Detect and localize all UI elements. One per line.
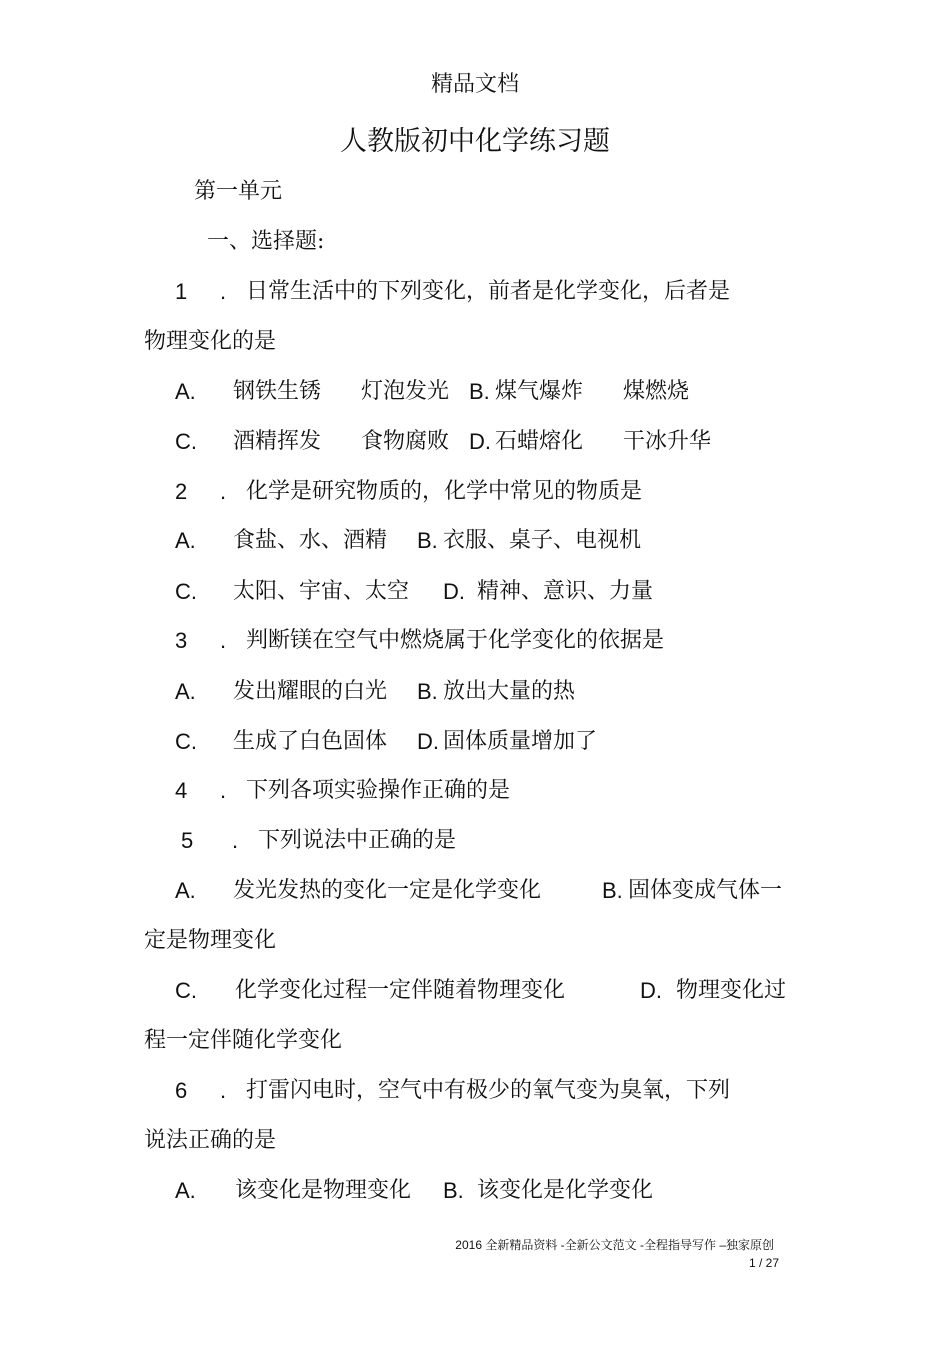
q5-option-d-text-cont: 程一定伴随化学变化 [144, 1028, 343, 1053]
q3-option-c-label: C. [175, 729, 197, 754]
q5-option-b-text-cont: 定是物理变化 [144, 928, 277, 953]
q4-number: 4 [175, 778, 188, 803]
section-heading: 一、选择题: [207, 229, 325, 254]
q4-text: 下列各项实验操作正确的是 [246, 778, 511, 803]
q3-option-d-label: D. [417, 729, 439, 754]
q2-option-d-label: D. [443, 579, 465, 604]
q1-option-b-text2: 煤燃烧 [623, 379, 690, 404]
unit-heading: 第一单元 [194, 179, 283, 204]
q2-option-c-label: C. [175, 579, 197, 604]
q1-option-c-label: C. [175, 429, 197, 454]
q2-option-d-text: 精神、意识、力量 [477, 579, 654, 604]
q1-option-a-text2: 灯泡发光 [361, 379, 450, 404]
q3-option-a-label: A. [175, 679, 196, 704]
q6-option-b-text: 该变化是化学变化 [477, 1178, 654, 1203]
q5-option-b-label: B. [602, 878, 623, 903]
q5-option-d-text: 物理变化过 [676, 978, 787, 1003]
q3-option-d-text: 固体质量增加了 [443, 729, 598, 754]
q3-option-c-text: 生成了白色固体 [233, 729, 388, 754]
q3-text: 判断镁在空气中燃烧属于化学变化的依据是 [246, 628, 665, 653]
q2-option-b-label: B. [417, 528, 438, 553]
q5-option-a-label: A. [175, 878, 196, 903]
q2-dot: . [220, 479, 227, 504]
q6-text-cont: 说法正确的是 [144, 1128, 277, 1153]
q1-option-c-text1: 酒精挥发 [233, 429, 322, 454]
q1-option-d-label: D. [469, 429, 491, 454]
q1-option-d-text2: 干冰升华 [623, 429, 712, 454]
q3-option-b-label: B. [417, 679, 438, 704]
q1-option-b-text1: 煤气爆炸 [495, 379, 584, 404]
q2-option-b-text: 衣服、桌子、电视机 [443, 528, 642, 553]
q6-option-a-text: 该变化是物理变化 [235, 1178, 412, 1203]
q2-option-a-label: A. [175, 528, 196, 553]
q3-dot: . [220, 628, 227, 653]
q6-text: 打雷闪电时，空气中有极少的氧气变为臭氧，下列 [246, 1078, 731, 1103]
q6-number: 6 [175, 1078, 188, 1103]
q6-dot: . [220, 1078, 227, 1103]
q1-text: 日常生活中的下列变化，前者是化学变化，后者是 [246, 279, 731, 304]
q5-dot: . [232, 828, 239, 853]
q1-text-cont: 物理变化的是 [144, 329, 277, 354]
q5-option-d-label: D. [640, 978, 662, 1003]
q2-text: 化学是研究物质的，化学中常见的物质是 [246, 479, 643, 504]
q5-option-a-text: 发光发热的变化一定是化学变化 [233, 878, 542, 903]
footer-text: 2016 全新精品资料 -全新公文范文 -全程指导写作 –独家原创 [455, 1238, 774, 1252]
document-title: 人教版初中化学练习题 [340, 126, 610, 157]
q1-option-d-text1: 石蜡熔化 [495, 429, 584, 454]
q5-option-b-text: 固体变成气体一 [628, 878, 783, 903]
page-header: 精品文档 [430, 72, 519, 97]
q5-option-c-label: C. [175, 978, 197, 1003]
q2-option-a-text: 食盐、水、酒精 [233, 528, 388, 553]
q2-number: 2 [175, 479, 188, 504]
q5-text: 下列说法中正确的是 [258, 828, 457, 853]
q4-dot: . [220, 778, 227, 803]
page-number: 1 / 27 [748, 1256, 779, 1270]
q6-option-b-label: B. [443, 1178, 464, 1203]
q1-option-a-text1: 钢铁生锈 [233, 379, 322, 404]
q1-option-c-text2: 食物腐败 [361, 429, 450, 454]
q2-option-c-text: 太阳、宇宙、太空 [233, 579, 410, 604]
q1-dot: . [220, 279, 227, 304]
q3-number: 3 [175, 628, 188, 653]
q1-option-b-label: B. [469, 379, 490, 404]
q3-option-a-text: 发出耀眼的白光 [233, 679, 388, 704]
q5-number: 5 [181, 828, 194, 853]
q5-option-c-text: 化学变化过程一定伴随着物理变化 [235, 978, 566, 1003]
q3-option-b-text: 放出大量的热 [443, 679, 576, 704]
q1-option-a-label: A. [175, 379, 196, 404]
q1-number: 1 [175, 279, 188, 304]
q6-option-a-label: A. [175, 1178, 196, 1203]
